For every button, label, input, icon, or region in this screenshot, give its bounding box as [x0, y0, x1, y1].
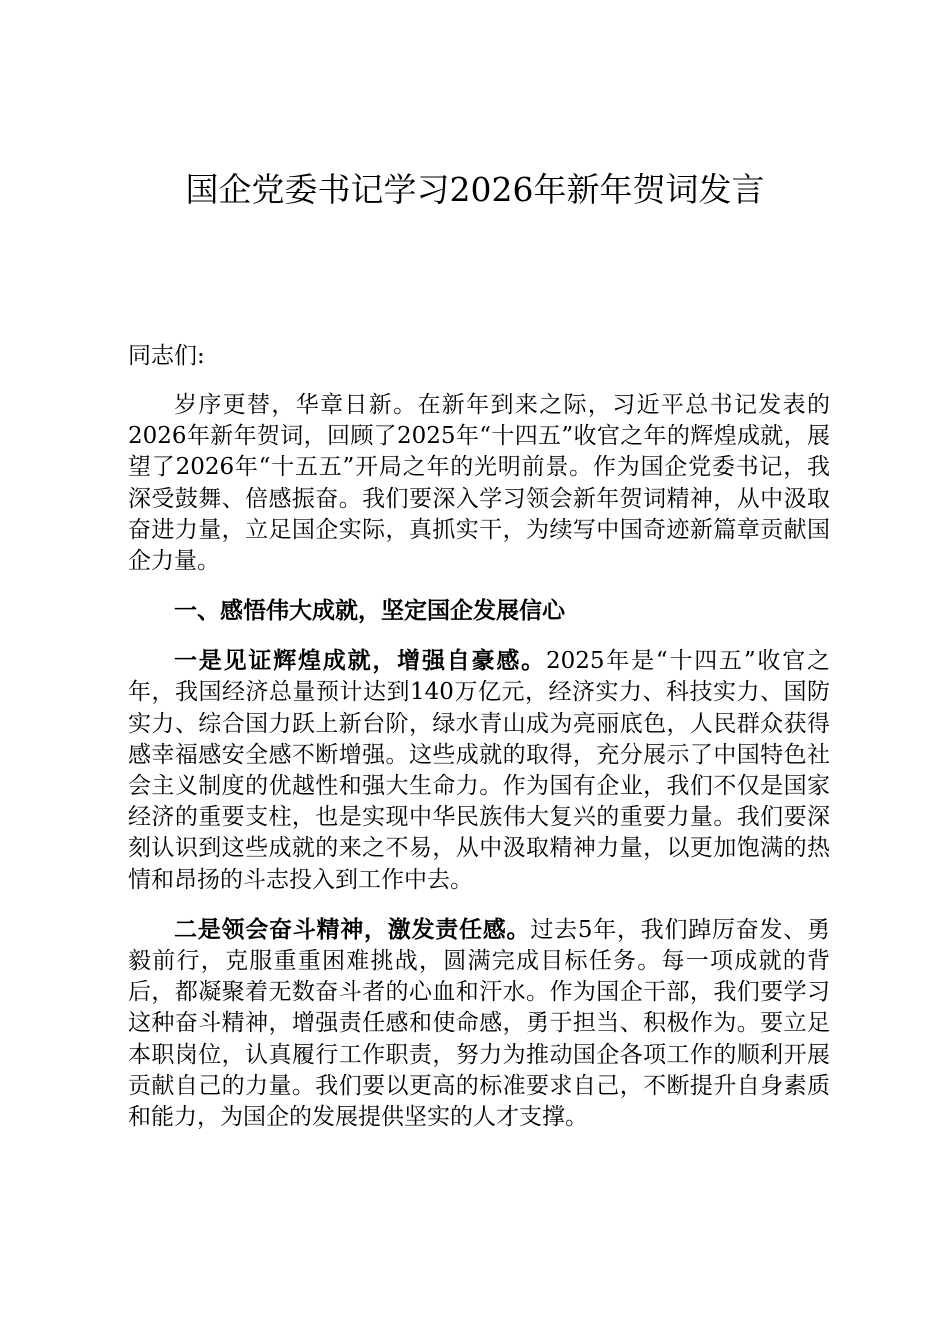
point-lead-1: 一是见证辉煌成就，增强自豪感。	[174, 647, 546, 675]
section-heading-1: 一、感悟伟大成就，坚定国企发展信心	[174, 597, 565, 625]
point-text-2: 过去5年，我们踔厉奋发、勇毅前行，克服重重困难挑战，圆满完成目标任务。每一项成就的背后，都凝聚着无数奋斗者的心血和汗水。作为国企干部，我们要学习这种奋斗精神，增强责任感和使命感，勇于担当、积极作为。要立足本职岗位，认真履行工作职责，努力为推动国企各项工作的顺利开展贡献自己的力量。我们要以更高的标准要求自己，不断提升自身素质和能力，为国企的发展提供坚实的人才支撑。	[128, 916, 830, 1131]
point-paragraph-2	[128, 914, 830, 1133]
intro-paragraph: 岁序更替，华章日新。在新年到来之际，习近平总书记发表的2026年新年贺词，回顾了2025年“十四五”收官之年的辉煌成就，展望了2026年“十五五”开局之年的光明前景。作为国企党委书记，我深受鼓舞、倍感振奋。我们要深入学习领会新年贺词精神，从中汲取奋进力量，立足国企实际，真抓实干，为续写中国奇迹新篇章贡献国企力量。	[128, 392, 830, 575]
greeting: 同志们:	[128, 343, 205, 369]
point-lead-2: 二是领会奋斗精神，激发责任感。	[174, 915, 531, 943]
point-text-1: 2025年是“十四五”收官之年，我国经济总量预计达到140万亿元，经济实力、科技实力、国防实力、综合国力跃上新台阶，绿水青山成为亮丽底色，人民群众获得感幸福感安全感不断增强。这些成就的取得，充分展示了中国特色社会主义制度的优越性和强大生命力。作为国有企业，我们不仅是国家经济的重要支柱，也是实现中华民族伟大复兴的重要力量。我们要深刻认识到这些成就的来之不易，从中汲取精神力量，以更加饱满的热情和昂扬的斗志投入到工作中去。	[128, 648, 830, 893]
document-body	[128, 340, 830, 1151]
document-title: 国企党委书记学习2026年新年贺词发言	[185, 170, 765, 209]
point-paragraph-1	[128, 645, 830, 896]
